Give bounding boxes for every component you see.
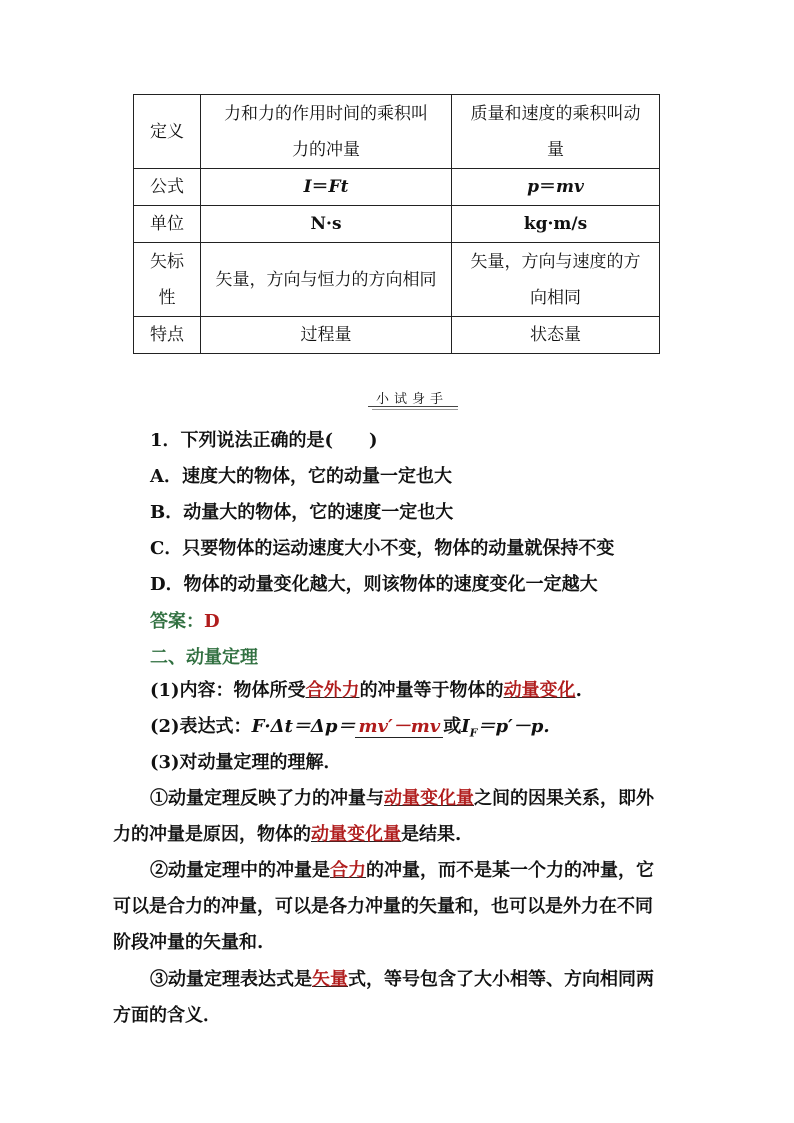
section-heading: 二、动量定理 [150,647,258,668]
content-line: 可以是合力的冲量，可以是各力冲量的矢量和，也可以是外力在不同 [113,896,653,917]
answer-value: D [204,611,220,632]
impulse-cell: I＝Ft [201,169,452,206]
section-label: 小试身手 [375,392,448,407]
option-b: B．动量大的物体，它的速度一定也大 [150,502,454,523]
content-line: 力的冲量是原因，物体的动量变化量是结果. [113,824,462,845]
fill-blank: 动量变化量 [311,824,401,845]
momentum-cell: kg·m/s [452,206,660,243]
impulse-cell: 力和力的作用时间的乘积叫 力的冲量 [201,95,452,169]
fill-blank: 合力 [330,860,366,881]
content-line: ②动量定理中的冲量是合力的冲量，而不是某一个力的冲量，它 [150,860,654,881]
answer-line [150,607,220,633]
content-line: ③动量定理表达式是矢量式，等号包含了大小相等、方向相同两 [150,969,654,990]
content-line: 阶段冲量的矢量和. [113,932,264,953]
impulse-cell: 过程量 [201,317,452,354]
fill-blank: 矢量 [312,969,348,990]
question-stem: 1．下列说法正确的是( ) [150,430,378,451]
fill-blank: mv′－mv [355,717,443,738]
row-label: 矢标 性 [134,243,201,317]
row-label: 单位 [134,206,201,243]
answer-label: 答案： [150,611,204,632]
row-label: 特点 [134,317,201,354]
section-underline-shadow [372,409,458,410]
impulse-cell: N·s [201,206,452,243]
comparison-table [133,94,660,354]
row-label: 定义 [134,95,201,169]
table-row [134,317,660,354]
content-line: ①动量定理反映了力的冲量与动量变化量之间的因果关系，即外 [150,788,654,809]
table-row [134,95,660,169]
option-d: D．物体的动量变化越大，则该物体的速度变化一定越大 [150,574,598,595]
fill-blank: 动量变化 [503,680,576,701]
fill-blank: 动量变化量 [384,788,474,809]
table-row [134,169,660,206]
content-line: 方面的含义． [113,1005,221,1026]
table-row [134,206,660,243]
content-line: (1)内容：物体所受合外力的冲量等于物体的动量变化. [150,680,582,701]
fill-blank: 合外力 [305,680,360,701]
momentum-cell: 矢量，方向与速度的方 向相同 [452,243,660,317]
momentum-cell: 状态量 [452,317,660,354]
impulse-cell: 矢量，方向与恒力的方向相同 [201,243,452,317]
row-label: 公式 [134,169,201,206]
formula-line: (2)表达式：F·Δt＝Δp＝ mv′－mv 或$I_F=p'-p$. [150,716,550,740]
momentum-cell: 质量和速度的乘积叫动 量 [452,95,660,169]
section-underline [368,406,458,407]
table-row [134,243,660,317]
option-a: A．速度大的物体，它的动量一定也大 [150,466,452,487]
content-line: (3)对动量定理的理解． [150,752,342,773]
momentum-cell: p＝mv [452,169,660,206]
option-c: C．只要物体的运动速度大小不变，物体的动量就保持不变 [150,538,615,559]
